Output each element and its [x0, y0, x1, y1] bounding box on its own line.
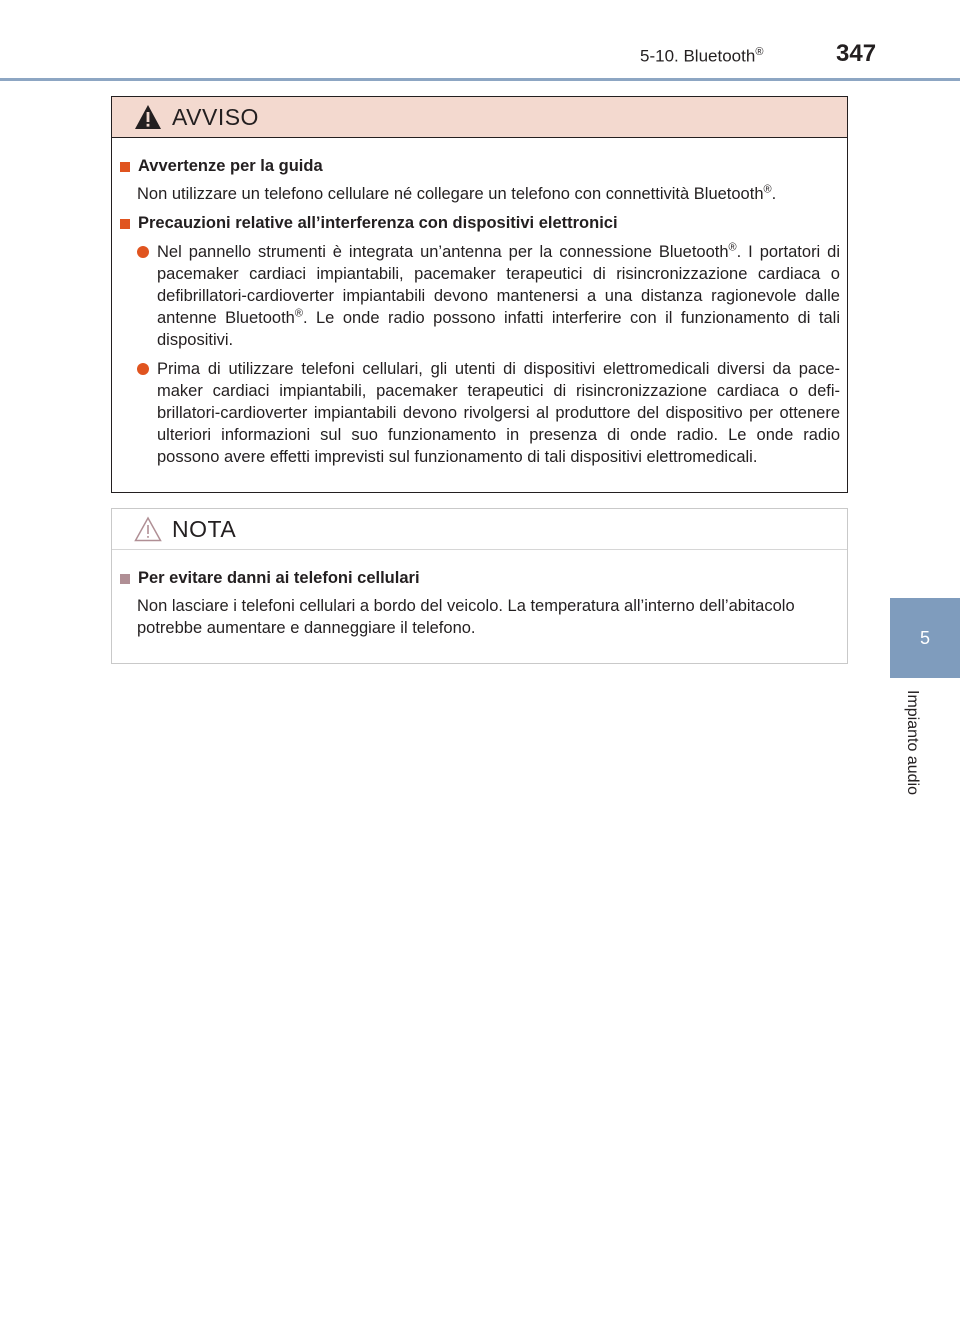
section-title: 5-10. Bluetooth® [640, 46, 764, 66]
bullet-text: Prima di utilizzare telefoni cellulari, gli utenti di dispositivi elettromedicali diversi da pace-maker cardiaci impiantabili, pacemaker terapeutici di risincronizzazione cardiaca o defi-brillatori-cardioverter impiantabili devono rivolgersi al produttore del dispositivo per ottenere ulteriori informazioni sul suo funzionamento in presenza di onde radio. Le onde radio possono avere effetti imprevisti sul funzionamento di tali dispositivi elettromedicali. [157, 360, 840, 466]
note-box [111, 508, 848, 664]
warning-paragraph-guida: Non utilizzare un telefono cellulare né collegare un telefono con connettività Bluetooth®. [137, 183, 777, 203]
square-bullet-icon [120, 162, 130, 172]
header-rule [0, 78, 960, 81]
warning-heading-guida: Avvertenze per la guida [120, 157, 323, 176]
warning-box [111, 96, 848, 493]
note-paragraph: Non lasciare i telefoni cellulari a bordo del veicolo. La temperatura all’interno dell’abitacolo potrebbe aumentare e danneggiare il telefono. [137, 597, 795, 637]
square-bullet-icon [120, 219, 130, 229]
round-bullet-icon [137, 363, 149, 375]
chapter-tab [890, 598, 960, 678]
list-item [137, 358, 840, 468]
bullet-text: Nel pannello strumenti è integrata un’antenna per la connessione Bluetooth®. I portatori di pacemaker cardiaci impiantabili, pacemaker terapeutici di risincronizzazione cardiaca o defibrillatori-cardioverter impiantabili devono mantenersi a una distanza ragionevole dalle antenne Bluetooth®. Le onde radio possono infatti interferire con il funzionamento di tali dispositivi. [157, 241, 841, 349]
page-number: 347 [836, 40, 877, 67]
warning-heading-interferenza: Precauzioni relative all’interferenza con dispositivi elettronici [120, 214, 618, 233]
warning-header [112, 97, 847, 138]
square-bullet-icon [120, 574, 130, 584]
list-item [137, 241, 840, 351]
chapter-number: 5 [919, 627, 930, 648]
note-header [112, 509, 847, 550]
note-heading: Per evitare danni ai telefoni cellulari [120, 569, 420, 588]
warning-triangle-icon [134, 104, 162, 130]
caution-triangle-outline-icon [134, 516, 162, 542]
chapter-title: Impianto audio [904, 690, 921, 795]
warning-title: AVVISO [172, 103, 259, 130]
note-title: NOTA [172, 515, 237, 542]
round-bullet-icon [137, 246, 149, 258]
